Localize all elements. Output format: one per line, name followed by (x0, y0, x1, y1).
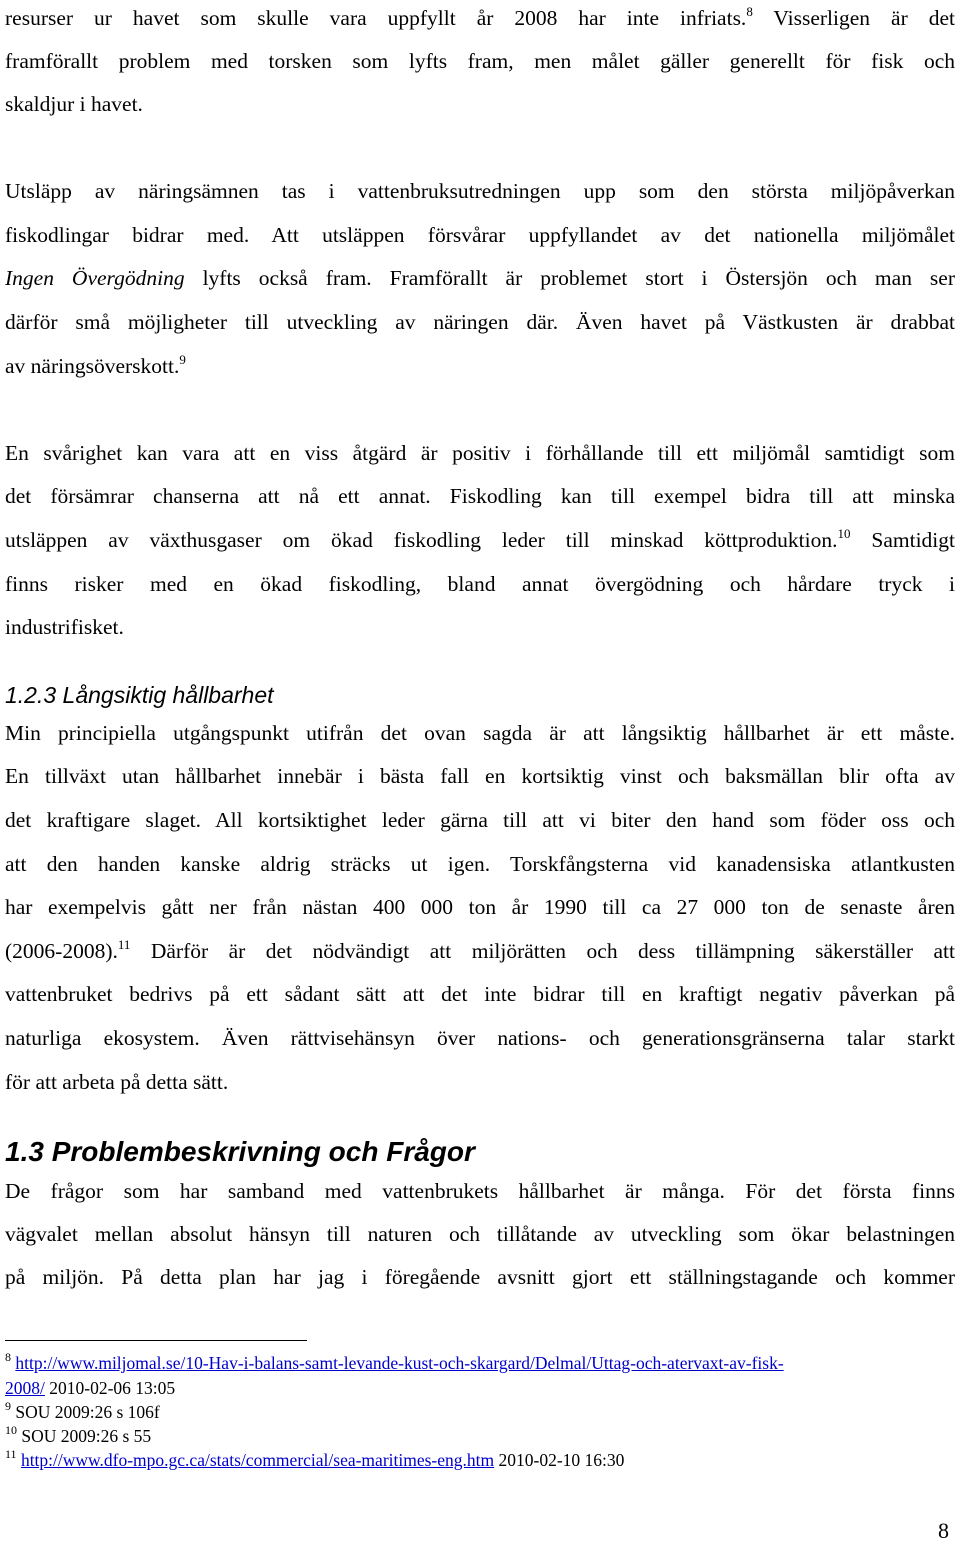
footnote-ref-11[interactable]: 11 (117, 937, 131, 952)
p3-line-1: En svårighet kan vara att en viss åtgärd är positiv i förhållande till ett miljömål samtidigt som (5, 441, 955, 465)
footnote-number: 11 (5, 1447, 17, 1461)
s123-line-7: vattenbruket bedrivs på ett sådant sätt att det inte bidrar till en kraftigt negativ påverkan på (5, 982, 955, 1006)
s123-line-5: har exempelvis gått ner från nästan 400 000 ton år 1990 till ca 27 000 ton de senaste åren (5, 895, 955, 919)
footnote-ref-10[interactable]: 10 (837, 526, 851, 541)
footnote-number: 10 (5, 1423, 17, 1437)
footnote-link[interactable]: http://www.miljomal.se/10-Hav-i-balans-samt-levande-kust-och-skargard/Delmal/Uttag-och-atervaxt-av-fisk- (15, 1353, 784, 1373)
p3-line-2: det försämrar chanserna att nå ett annat. Fiskodling kan till exempel bidra till att minska (5, 484, 955, 508)
s123-line-2: En tillväxt utan hållbarhet innebär i bästa fall en kortsiktig vinst och baksmällan blir ofta av (5, 764, 955, 788)
s123-line-6: (2006-2008).$^{11}$ Därför är det nödvändigt att miljörätten och dess tillämpning säkerställer att (5, 937, 955, 963)
page-number: 8 (938, 1518, 949, 1543)
section-heading-1-2-3: 1.2.3 Långsiktig hållbarhet (5, 682, 274, 708)
p1-line-3: skaldjur i havet. (5, 92, 143, 116)
footnote-11: $^{11}$ http://www.dfo-mpo.gc.ca/stats/commercial/sea-maritimes-eng.htm 2010-02-10 16:30 (5, 1447, 625, 1470)
italic-term: Ingen Övergödning (5, 266, 185, 290)
section-heading-1-3: 1.3 Problembeskrivning och Frågor (5, 1136, 475, 1167)
s123-line-1: Min principiella utgångspunkt utifrån det ovan sagda är att långsiktig hållbarhet är ett måste. (5, 721, 955, 745)
footnote-8 (5, 1352, 784, 1374)
footnote-8-cont: 2008/ 2010-02-06 13:05 (5, 1378, 176, 1398)
p2-line-3: Ingen Övergödning lyfts också fram. Framförallt är problemet stort i Östersjön och man ser (5, 266, 955, 290)
p2-line-5: av näringsöverskott.$^9$ (5, 352, 186, 378)
p3-line-5: industrifisket. (5, 615, 124, 639)
footnote-ref-8[interactable]: 8 (746, 4, 753, 19)
text-run: resurser ur havet som skulle vara uppfyllt år 2008 har inte infriats.$^8$ Visserligen är det (5, 4, 955, 30)
footnote-9: $^9$ SOU 2009:26 s 106f (5, 1399, 160, 1422)
footnote-link[interactable]: http://www.dfo-mpo.gc.ca/stats/commercial/sea-maritimes-eng.htm (20, 1450, 495, 1470)
s123-line-8: naturliga ekosystem. Även rättvisehänsyn över nations- och generationsgränserna talar starkt (5, 1026, 955, 1050)
p1-line-1 (5, 5, 955, 31)
p3-line-4: finns risker med en ökad fiskodling, bland annat övergödning och hårdare tryck i (5, 572, 955, 596)
s13-line-3: på miljön. På detta plan har jag i föregående avsnitt gjort ett ställningstagande och kommer (5, 1265, 955, 1289)
footnote-separator (5, 1340, 307, 1341)
p2-line-4: därför små möjligheter till utveckling av näringen där. Även havet på Västkusten är drabbat (5, 310, 955, 334)
footnote-number: 9 (5, 1399, 11, 1413)
s13-line-1: De frågor som har samband med vattenbrukets hållbarhet är många. För det första finns (5, 1179, 955, 1203)
s123-line-3: det kraftigare slaget. All kortsiktighet leder gärna till att vi biter den hand som föder oss och (5, 808, 955, 832)
p2-line-2: fiskodlingar bidrar med. Att utsläppen försvårar uppfyllandet av det nationella miljömålet (5, 223, 955, 247)
footnote-number: 8 (5, 1350, 11, 1364)
s123-line-9: för att arbeta på detta sätt. (5, 1070, 229, 1094)
s13-line-2: vägvalet mellan absolut hänsyn till naturen och tillåtande av utveckling som ökar belastningen (5, 1222, 955, 1246)
s123-line-4: att den handen kanske aldrig sträcks ut igen. Torskfångsterna vid kanadensiska atlantkusten (5, 852, 955, 876)
p2-line-1: Utsläpp av näringsämnen tas i vattenbruksutredningen upp som den största miljöpåverkan (5, 179, 955, 203)
footnote-10: $^{10}$ SOU 2009:26 s 55 (5, 1423, 152, 1446)
p1-line-2: framförallt problem med torsken som lyfts fram, men målet gäller generellt för fisk och (5, 49, 955, 73)
footnote-link-continued[interactable]: 2008/ (5, 1378, 45, 1398)
footnote-ref-9[interactable]: 9 (179, 352, 186, 367)
p3-line-3: utsläppen av växthusgaser om ökad fiskodling leder till minskad köttproduktion.$^{10}$ Samtidigt (5, 526, 955, 552)
